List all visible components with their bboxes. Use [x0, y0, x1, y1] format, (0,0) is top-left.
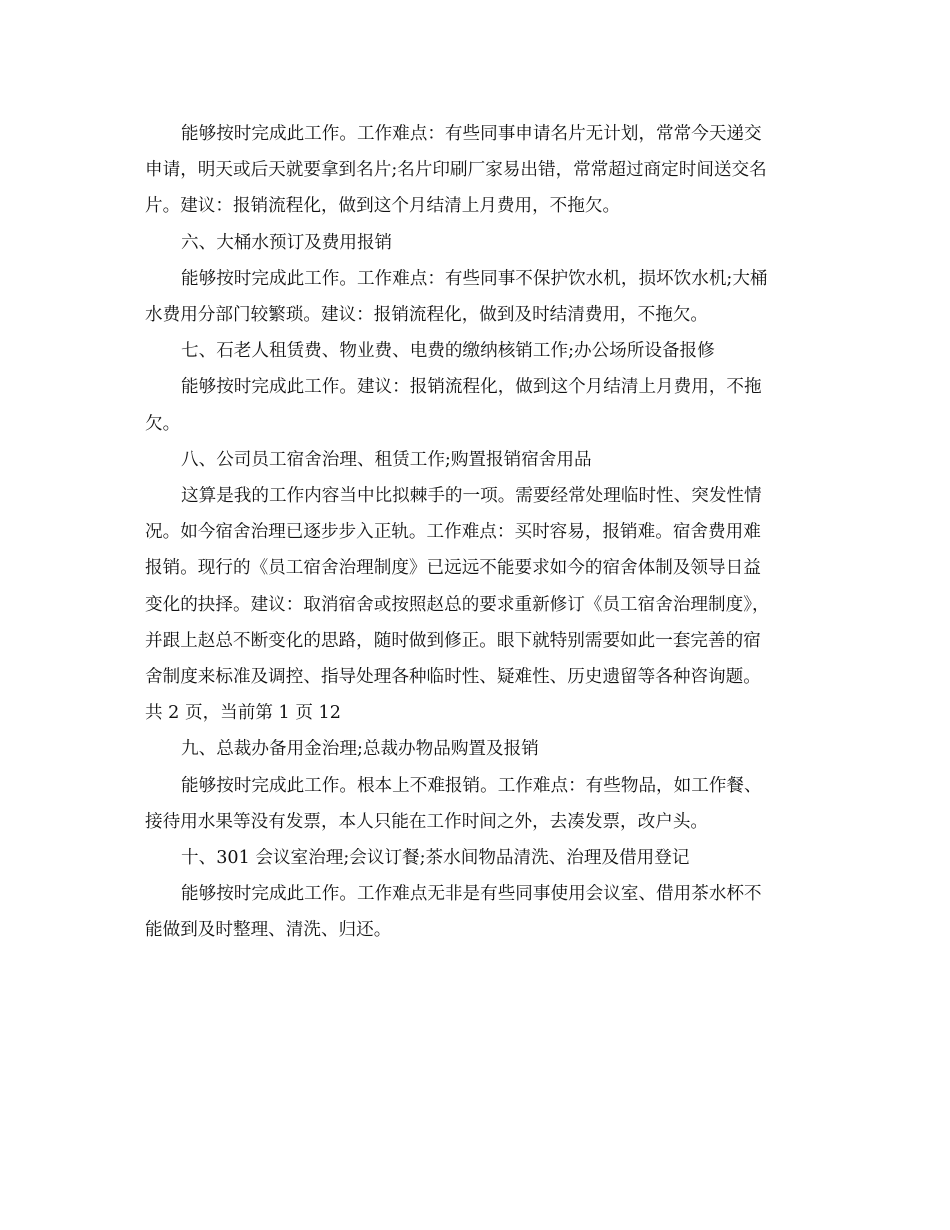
- paragraph-line: 能够按时完成此工作。工作难点：有些同事申请名片无计划，常常今天递交: [181, 124, 762, 144]
- paragraph-line: 水费用分部门较繁琐。建议：报销流程化，做到及时结清费用，不拖欠。: [145, 305, 709, 326]
- section-heading: 七、石老人租赁费、物业费、电费的缴纳核销工作;办公场所设备报修: [181, 341, 715, 362]
- paragraph-line: 能做到及时整理、清洗、归还。: [145, 920, 392, 941]
- paragraph-line: 变化的抉择。建议：取消宿舍或按照赵总的要求重新修订《员工宿舍治理制度》，: [145, 594, 770, 615]
- paragraph-line: 能够按时完成此工作。建议：报销流程化，做到这个月结清上月费用，不拖: [181, 377, 762, 398]
- section-heading: 六、大桶水预订及费用报销: [181, 232, 393, 253]
- section-heading: 八、公司员工宿舍治理、租赁工作;购置报销宿舍用品: [181, 449, 592, 470]
- paragraph-line: 片。建议：报销流程化，做到这个月结清上月费用，不拖欠。: [145, 196, 621, 217]
- document-page: [145, 116, 820, 949]
- paragraph-line: 并跟上赵总不断变化的思路，随时做到修正。眼下就特别需要如此一套完善的宿: [145, 630, 761, 651]
- paragraph-line: 申请，明天或后天就要拿到名片;名片印刷厂家易出错，常常超过商定时间送交名: [145, 160, 767, 181]
- paragraph-line: 接待用水果等没有发票，本人只能在工作时间之外，去凑发票，改户头。: [145, 811, 709, 832]
- paragraph-line: 能够按时完成此工作。根本上不难报销。工作难点：有些物品，如工作餐、: [181, 775, 762, 796]
- paragraph-line: 报销。现行的《员工宿舍治理制度》已远远不能要求如今的宿舍体制及领导日益: [145, 558, 761, 579]
- paragraph-line: 况。如今宿舍治理已逐步步入正轨。工作难点：买时容易，报销难。宿舍费用难: [145, 522, 761, 543]
- paragraph-line: 这算是我的工作内容当中比拟棘手的一项。需要经常处理临时性、突发性情: [181, 486, 762, 507]
- page-indicator: 共 2 页，当前第 1 页 12: [145, 703, 341, 724]
- paragraph-line: 能够按时完成此工作。工作难点无非是有些同事使用会议室、借用茶水杯不: [181, 884, 762, 905]
- section-heading: 九、总裁办备用金治理;总裁办物品购置及报销: [181, 739, 539, 760]
- section-heading: 十、301 会议室治理;会议订餐;茶水间物品清洗、治理及借用登记: [181, 848, 690, 869]
- paragraph-line: 舍制度来标准及调控、指导处理各种临时性、疑难性、历史遗留等各种咨询题。: [145, 667, 761, 688]
- paragraph-line: 欠。: [145, 413, 181, 434]
- paragraph-line: 能够按时完成此工作。工作难点：有些同事不保护饮水机，损坏饮水机;大桶: [181, 268, 768, 289]
